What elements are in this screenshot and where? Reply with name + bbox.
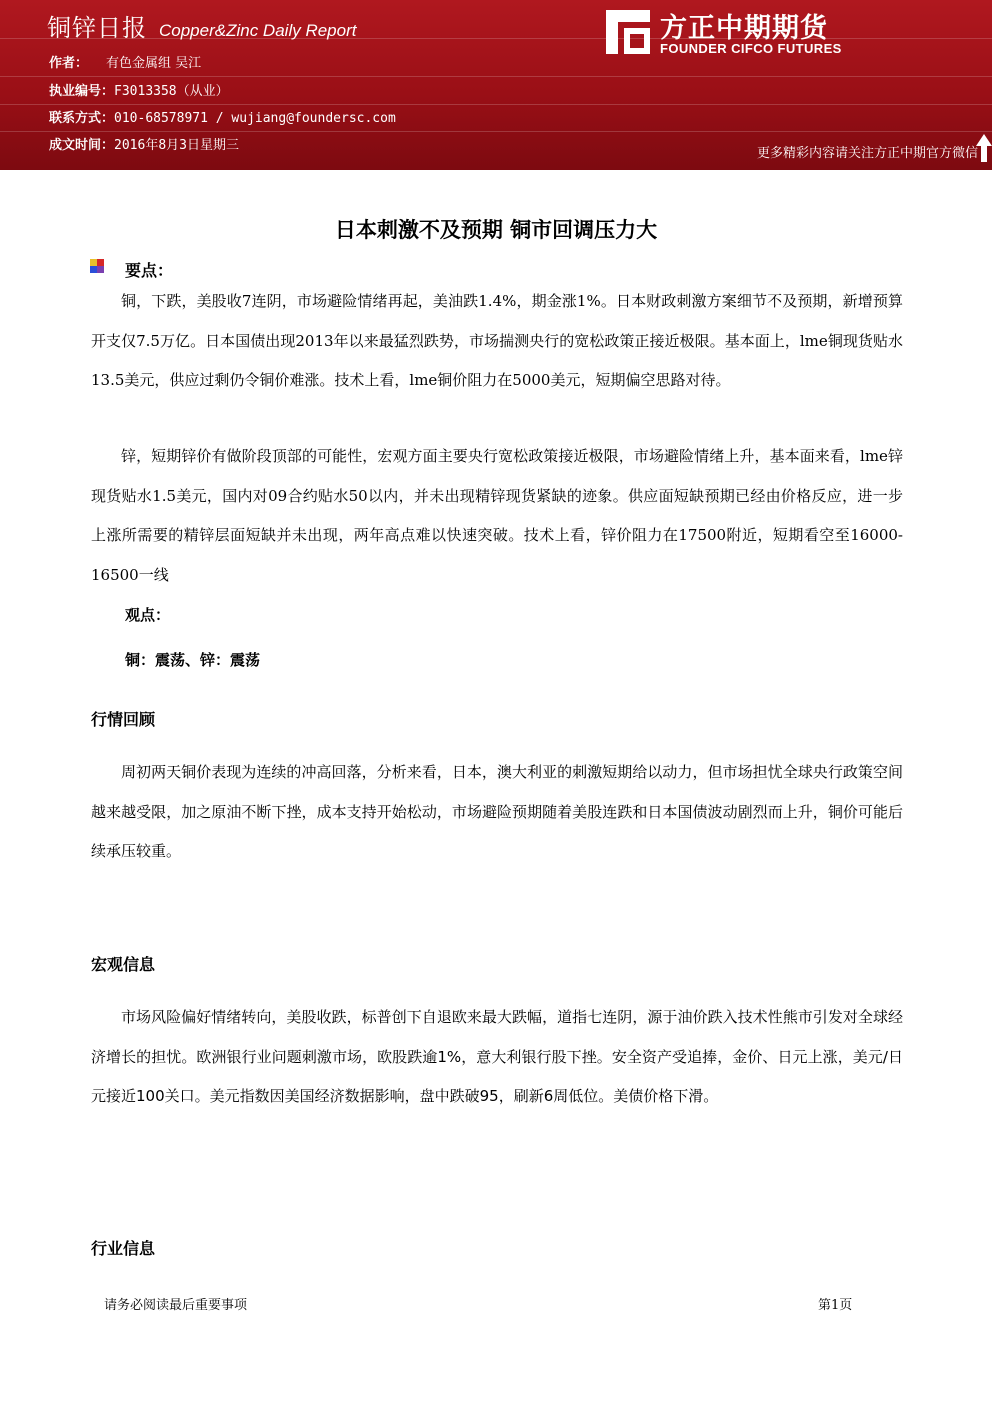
document-title: 日本刺激不及预期 铜市回调压力大 <box>334 218 658 242</box>
macro-heading: 宏观信息 <box>91 955 156 974</box>
zinc-paragraph: 锌，短期锌价有做阶段顶部的可能性，宏观方面主要央行宽松政策接近极限，市场避险情绪上升，基本面来看，lme锌现货贴水1.5美元，国内对09合约贴水50以内，并未出现精锌现货紧缺的迹象。供应面短缺预期已经由价格反应，进一步上涨所需要的精锌层面短缺并未出现，两年高点难以快速突破。技术上看，锌价阻力在17500附近，短期看空至16000-16500一线 <box>91 447 903 584</box>
macro-paragraph: 市场风险偏好情绪转向，美股收跌，标普创下自退欧来最大跌幅，道指七连阴，源于油价跌入技术性熊市引发对全球经济增长的担忧。欧洲银行业问题刺激市场，欧股跌逾1%，意大利银行股下挫。安全资产受追捧，金价、日元上涨，美元/日元接近100关口。美元指数因美国经济数据影响，盘中跌破95，刷新6周低位。美债价格下滑。 <box>91 1008 903 1105</box>
banner-stripe <box>0 104 992 105</box>
contact-label: 联系方式： <box>49 111 115 126</box>
report-title-cn: 铜锌日报 <box>47 14 147 42</box>
license-label: 执业编号： <box>49 84 115 99</box>
logo-text-en: FOUNDER CIFCO FUTURES <box>660 41 842 56</box>
logo-text-cn: 方正中期期货 <box>660 13 828 44</box>
date-value: 2016年8月3日星期三 <box>114 138 239 153</box>
contact-value: 010-68578971 / wujiang@foundersc.com <box>114 111 396 126</box>
report-title-en: Copper&Zinc Daily Report <box>159 21 357 40</box>
review-heading: 行情回顾 <box>91 710 156 729</box>
view-heading: 观点： <box>125 606 171 624</box>
report-title <box>47 8 356 43</box>
banner-stripe <box>0 76 992 77</box>
date-line <box>49 134 239 153</box>
wechat-note: 更多精彩内容请关注方正中期官方微信 <box>756 146 978 161</box>
author-value: 有色金属组 吴江 <box>106 56 202 71</box>
company-logo <box>604 8 864 56</box>
keypoints-heading: 要点： <box>125 261 174 280</box>
author-line <box>49 52 201 71</box>
header-banner <box>0 0 992 170</box>
logo-mark-icon <box>604 8 654 56</box>
up-arrow-icon <box>976 134 992 162</box>
license-line <box>49 80 229 99</box>
contact-line <box>49 107 396 126</box>
copper-paragraph: 铜，下跌，美股收7连阴，市场避险情绪再起，美油跌1.4%，期金涨1%。日本财政刺激方案细节不及预期，新增预算开支仅7.5万亿。日本国债出现2013年以来最猛烈跌势，市场揣测央行的宽松政策正接近极限。基本面上，lme铜现货贴水13.5美元，供应过剩仍令铜价难涨。技术上看，lme铜价阻力在5000美元，短期偏空思路对待。 <box>91 292 903 389</box>
industry-heading: 行业信息 <box>91 1239 156 1258</box>
view-text: 铜：震荡、锌：震荡 <box>125 651 261 669</box>
author-label: 作者： <box>49 56 89 71</box>
bullet-icon <box>89 258 105 274</box>
date-label: 成文时间： <box>49 138 115 153</box>
license-value: F3013358（从业） <box>114 84 229 99</box>
review-paragraph: 周初两天铜价表现为连续的冲高回落，分析来看，日本，澳大利亚的刺激短期给以动力，但市场担忧全球央行政策空间越来越受限，加之原油不断下挫，成本支持开始松动，市场避险预期随着美股连跌和日本国债波动剧烈而上升，铜价可能后续承压较重。 <box>91 763 903 860</box>
banner-stripe <box>0 131 992 132</box>
footer-notice: 请务必阅读最后重要事项 <box>104 1298 248 1313</box>
page-number: 第1页 <box>818 1298 853 1313</box>
